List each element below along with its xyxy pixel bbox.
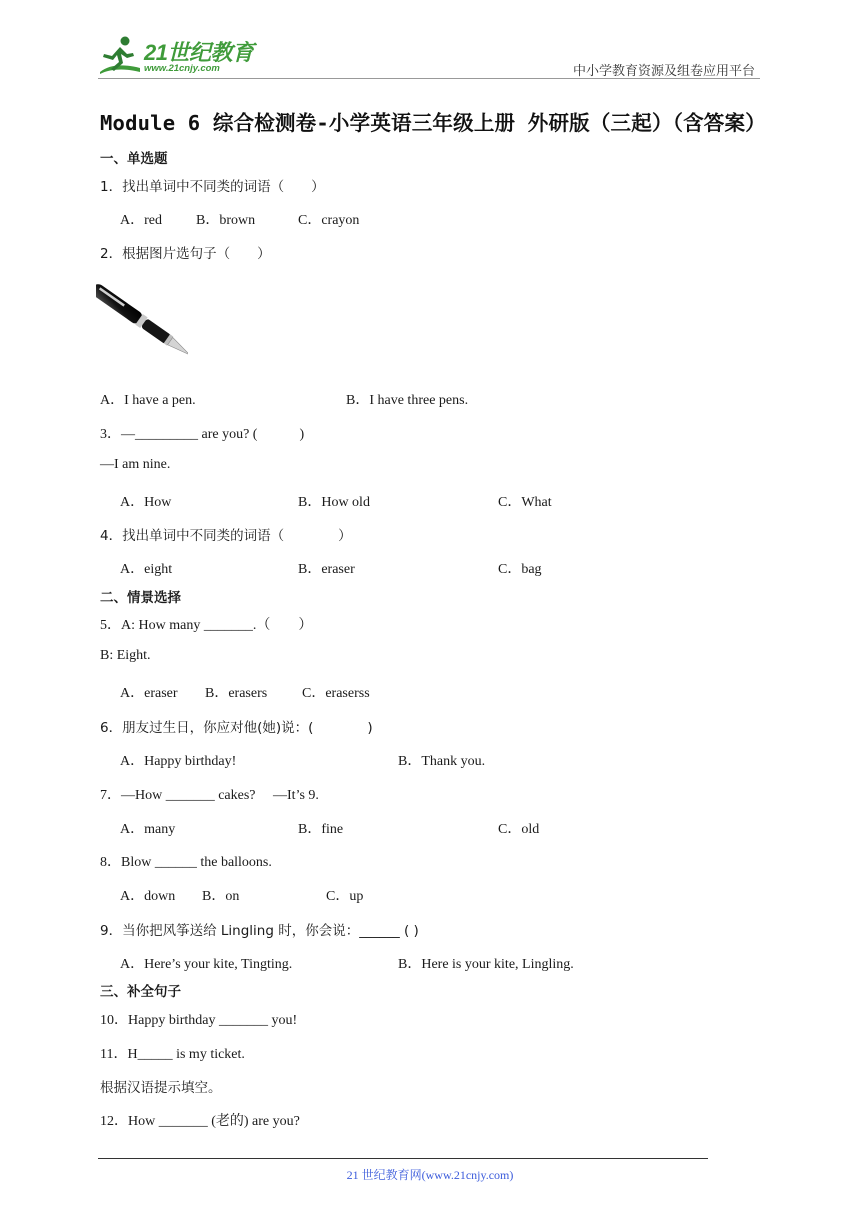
q3-option-c[interactable]: C．What [498, 495, 552, 510]
logo-text: 21世纪教育 [144, 40, 254, 65]
footer-link[interactable]: 21 世纪教育网(www.21cnjy.com) [346, 1168, 514, 1182]
question-4-stem: 4．找出单词中不同类的词语（ ） [100, 528, 352, 544]
q9-option-b[interactable]: B．Here is your kite, Lingling. [398, 957, 574, 972]
q2-option-a[interactable]: A．I have a pen. [100, 393, 196, 408]
q4-option-c[interactable]: C．bag [498, 562, 542, 577]
question-12-stem: 12．How _______ (老的) are you? [100, 1114, 300, 1129]
runner-logo-icon [94, 34, 142, 78]
question-6-stem: 6．朋友过生日，你应对他(她)说：( ) [100, 720, 373, 736]
question-5-stem: 5．A: How many _______.（ ） [100, 618, 313, 633]
site-logo [94, 34, 259, 78]
q3-option-a[interactable]: A．How [120, 495, 172, 510]
q8-option-a[interactable]: A．down [120, 889, 176, 904]
question-3-answer-line: —I am nine. [100, 457, 171, 472]
section-heading-complete-sentences: 三、补全句子 [100, 984, 181, 1000]
q3-option-b[interactable]: B．How old [298, 495, 370, 510]
header-divider [98, 78, 760, 79]
question-5-answer-line: B: Eight. [100, 648, 151, 663]
q9-option-a[interactable]: A．Here’s your kite, Tingting. [120, 957, 293, 972]
question-3-stem: 3．—_________ are you? ( ) [100, 427, 305, 442]
section-heading-single-choice: 一、单选题 [100, 151, 168, 167]
q8-option-c[interactable]: C．up [326, 889, 364, 904]
logo-url: www.21cnjy.com [144, 63, 220, 74]
q1-option-b[interactable]: B．brown [196, 213, 256, 228]
q4-option-a[interactable]: A．eight [120, 562, 173, 577]
q6-option-b[interactable]: B．Thank you. [398, 754, 486, 769]
q8-option-b[interactable]: B．on [202, 889, 240, 904]
q7-option-a[interactable]: A．many [120, 822, 176, 837]
question-11-stem: 11．H_____ is my ticket. [100, 1047, 245, 1062]
section-heading-situational: 二、情景选择 [100, 590, 181, 606]
question-1-stem: 1．找出单词中不同类的词语（ ） [100, 179, 325, 195]
q5-option-a[interactable]: A．eraser [120, 686, 178, 701]
q1-option-a[interactable]: A．red [120, 213, 162, 228]
question-9-stem: 9．当你把风筝送给 Lingling 时，你会说：______ ( ) [100, 923, 419, 939]
q7-option-b[interactable]: B．fine [298, 822, 344, 837]
page-title: Module 6 综合检测卷-小学英语三年级上册 外研版（三起）（含答案） [100, 111, 766, 135]
q5-option-b[interactable]: B．erasers [205, 686, 268, 701]
q1-option-c[interactable]: C．crayon [298, 213, 360, 228]
q7-option-c[interactable]: C．old [498, 822, 540, 837]
q5-option-c[interactable]: C．eraserss [302, 686, 370, 701]
question-10-stem: 10．Happy birthday _______ you! [100, 1013, 298, 1028]
question-2-stem: 2．根据图片选句子（ ） [100, 246, 271, 262]
question-8-stem: 8．Blow ______ the balloons. [100, 855, 272, 870]
q4-option-b[interactable]: B．eraser [298, 562, 355, 577]
platform-label: 中小学教育资源及组卷应用平台 [572, 64, 755, 79]
instruction-text: 根据汉语提示填空。 [100, 1080, 222, 1096]
footer-divider [98, 1158, 708, 1159]
question-7-stem: 7．—How _______ cakes? —It’s 9. [100, 788, 319, 803]
q6-option-a[interactable]: A．Happy birthday! [120, 754, 237, 769]
q2-option-b[interactable]: B．I have three pens. [346, 393, 469, 408]
fountain-pen-image [96, 268, 188, 376]
